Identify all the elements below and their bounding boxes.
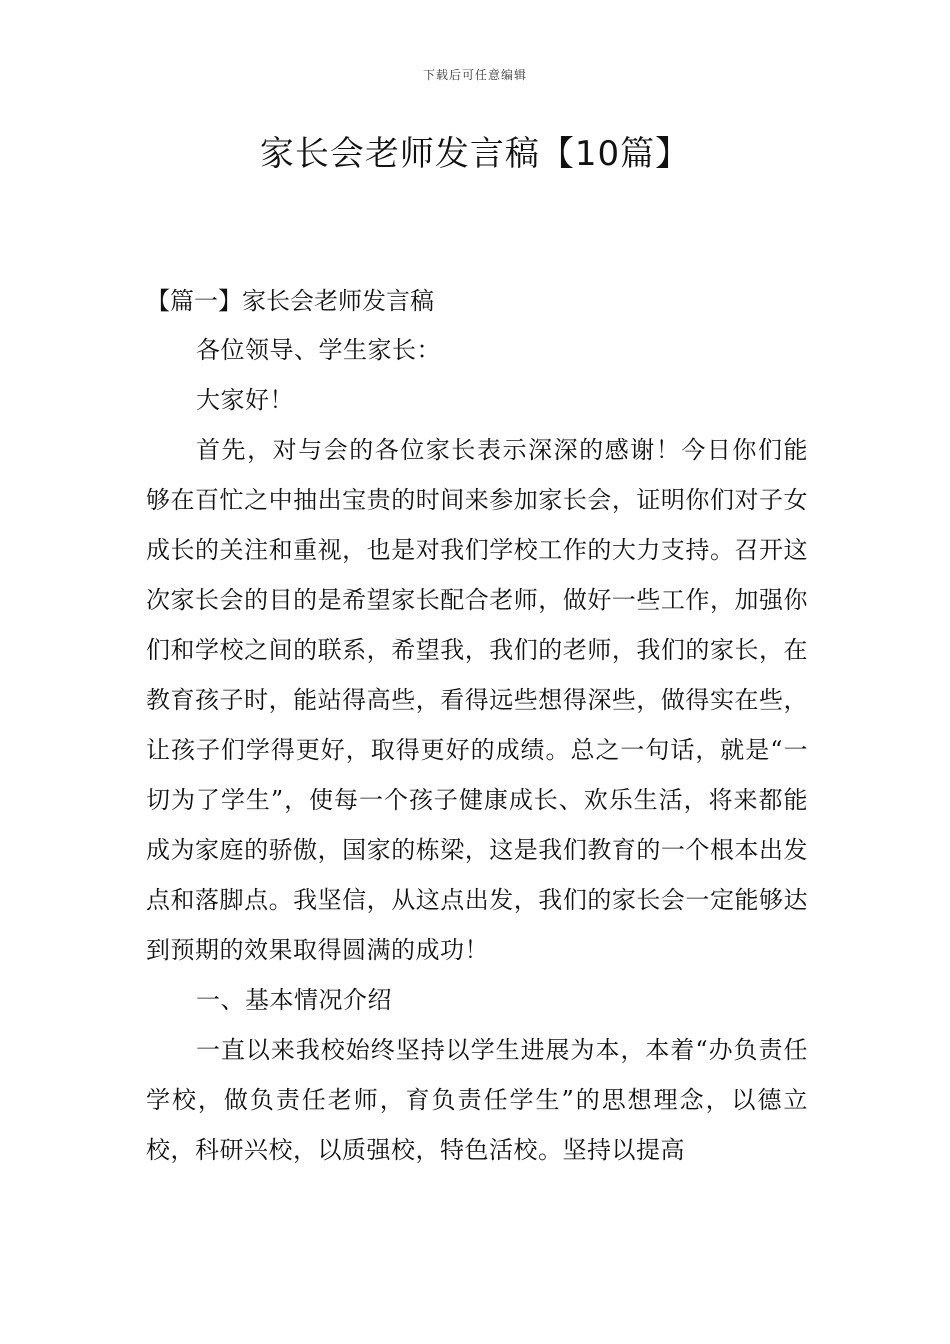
greeting-line: 各位领导、学生家长： bbox=[196, 336, 441, 364]
paragraph-2: 一直以来我校始终坚持以学生进展为本，本着“办负责任学校，做负责任老师，育负责任学生”的思想理念，以德立校，科研兴校，以质强校，特色活校。坚持以提高 bbox=[146, 1036, 808, 1164]
document-body bbox=[146, 277, 808, 1175]
hello-line: 大家好！ bbox=[196, 386, 294, 414]
subheading-basic-info: 一、基本情况介绍 bbox=[196, 986, 392, 1014]
header-note: 下载后可任意编辑 bbox=[422, 68, 527, 82]
section-heading: 【篇一】家长会老师发言稿 bbox=[146, 287, 434, 315]
document-title: 家长会老师发言稿【10篇】 bbox=[259, 134, 691, 174]
paragraph-1: 首先，对与会的各位家长表示深深的感谢！今日你们能够在百忙之中抽出宝贵的时间来参加家长会，证明你们对子女成长的关注和重视，也是对我们学校工作的大力支持。召开这次家长会的目的是希望家长配合老师，做好一些工作，加强你们和学校之间的联系，希望我，我们的老师，我们的家长，在教育孩子时，能站得高些，看得远些想得深些，做得实在些，让孩子们学得更好，取得更好的成绩。总之一句话，就是“一切为了学生”，使每一个孩子健康成长、欢乐生活，将来都能成为家庭的骄傲，国家的栋梁，这是我们教育的一个根本出发点和落脚点。我坚信，从这点出发，我们的家长会一定能够达到预期的效果取得圆满的成功！ bbox=[146, 436, 808, 964]
